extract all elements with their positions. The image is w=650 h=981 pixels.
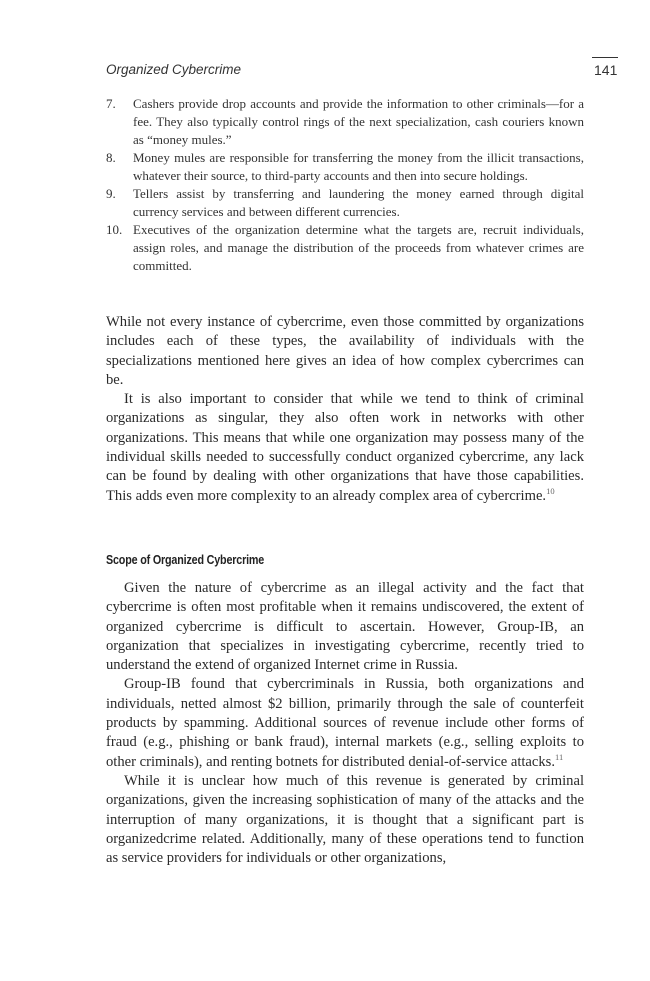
list-item-text: Cashers provide drop accounts and provide the information to other criminals—for a fee. They also typically control rings of the next specialization, cash couriers known as “money mules.” xyxy=(133,96,584,147)
section-heading: Scope of Organized Cybercrime xyxy=(106,553,265,567)
list-item-text: Executives of the organization determine what the targets are, recruit individuals, assign roles, and manage the distribution of the proceeds from whatever crimes are committed. xyxy=(133,222,584,273)
body-text xyxy=(106,313,584,506)
list-item-number: 9. xyxy=(106,186,116,201)
section-body xyxy=(106,579,584,868)
paragraph xyxy=(106,675,584,771)
list-item xyxy=(106,95,584,149)
list-item-number: 7. xyxy=(106,96,116,111)
paragraph: While not every instance of cybercrime, even those committed by organizations includes each of these types, the availability of individuals with the specializations mentioned here gives an idea of how complex cybercrimes can be. xyxy=(106,314,584,388)
paragraph: Given the nature of cybercrime as an illegal activity and the fact that cybercrime is often most profitable when it remains undiscovered, the extent of organized cybercrime is difficult to ascertain. However, Group-IB, an organization that specializes in investigating cybercrime, recently tried to understand the extend of organized Internet crime in Russia. xyxy=(106,580,584,674)
list-item-number: 10. xyxy=(106,222,123,237)
list-item-text: Money mules are responsible for transferring the money from the illicit transactions, whatever their source, to third-party accounts and then into secure holdings. xyxy=(133,150,584,183)
paragraph: While it is unclear how much of this revenue is generated by criminal organizations, given the increasing sophistication of many of the attacks and the interruption of many organizations, it is thought that a significant part is organizedcrime related. Additionally, many of these operations tend to function as service providers for individuals or other organizations, xyxy=(106,772,584,867)
footnote-marker: 11 xyxy=(555,751,564,762)
list-item-number: 8. xyxy=(106,150,116,165)
numbered-list xyxy=(106,95,584,275)
header-rule xyxy=(592,57,618,58)
page-number: 141 xyxy=(594,62,618,78)
list-item-text: Tellers assist by transferring and laundering the money earned through digital currency services and between different currencies. xyxy=(133,186,584,219)
paragraph-text: Group-IB found that cybercriminals in Russia, both organizations and individuals, netted almost $2 billion, primarily through the sale of counterfeit products by spamming. Additional sources of revenue include other forms of fraud (e.g., phishing or bank fraud), internal markets (e.g., selling exploits to other criminals), and renting botnets for distributed denial-of-service attacks. xyxy=(106,676,584,770)
list-item xyxy=(106,221,584,275)
list-item xyxy=(106,185,584,221)
paragraph-text: It is also important to consider that while we tend to think of criminal organizations as singular, they also often work in networks with other organizations. This means that while one organization may possess many of the individual skills needed to successfully conduct organized cybercrime, any lack can be found by dealing with other organizations that have those capabilities. This adds even more complexity to an already complex area of cybercrime. xyxy=(106,391,584,504)
footnote-marker: 10 xyxy=(546,485,555,496)
list-item xyxy=(106,149,584,185)
paragraph xyxy=(106,390,584,506)
running-head: Organized Cybercrime xyxy=(106,62,242,77)
